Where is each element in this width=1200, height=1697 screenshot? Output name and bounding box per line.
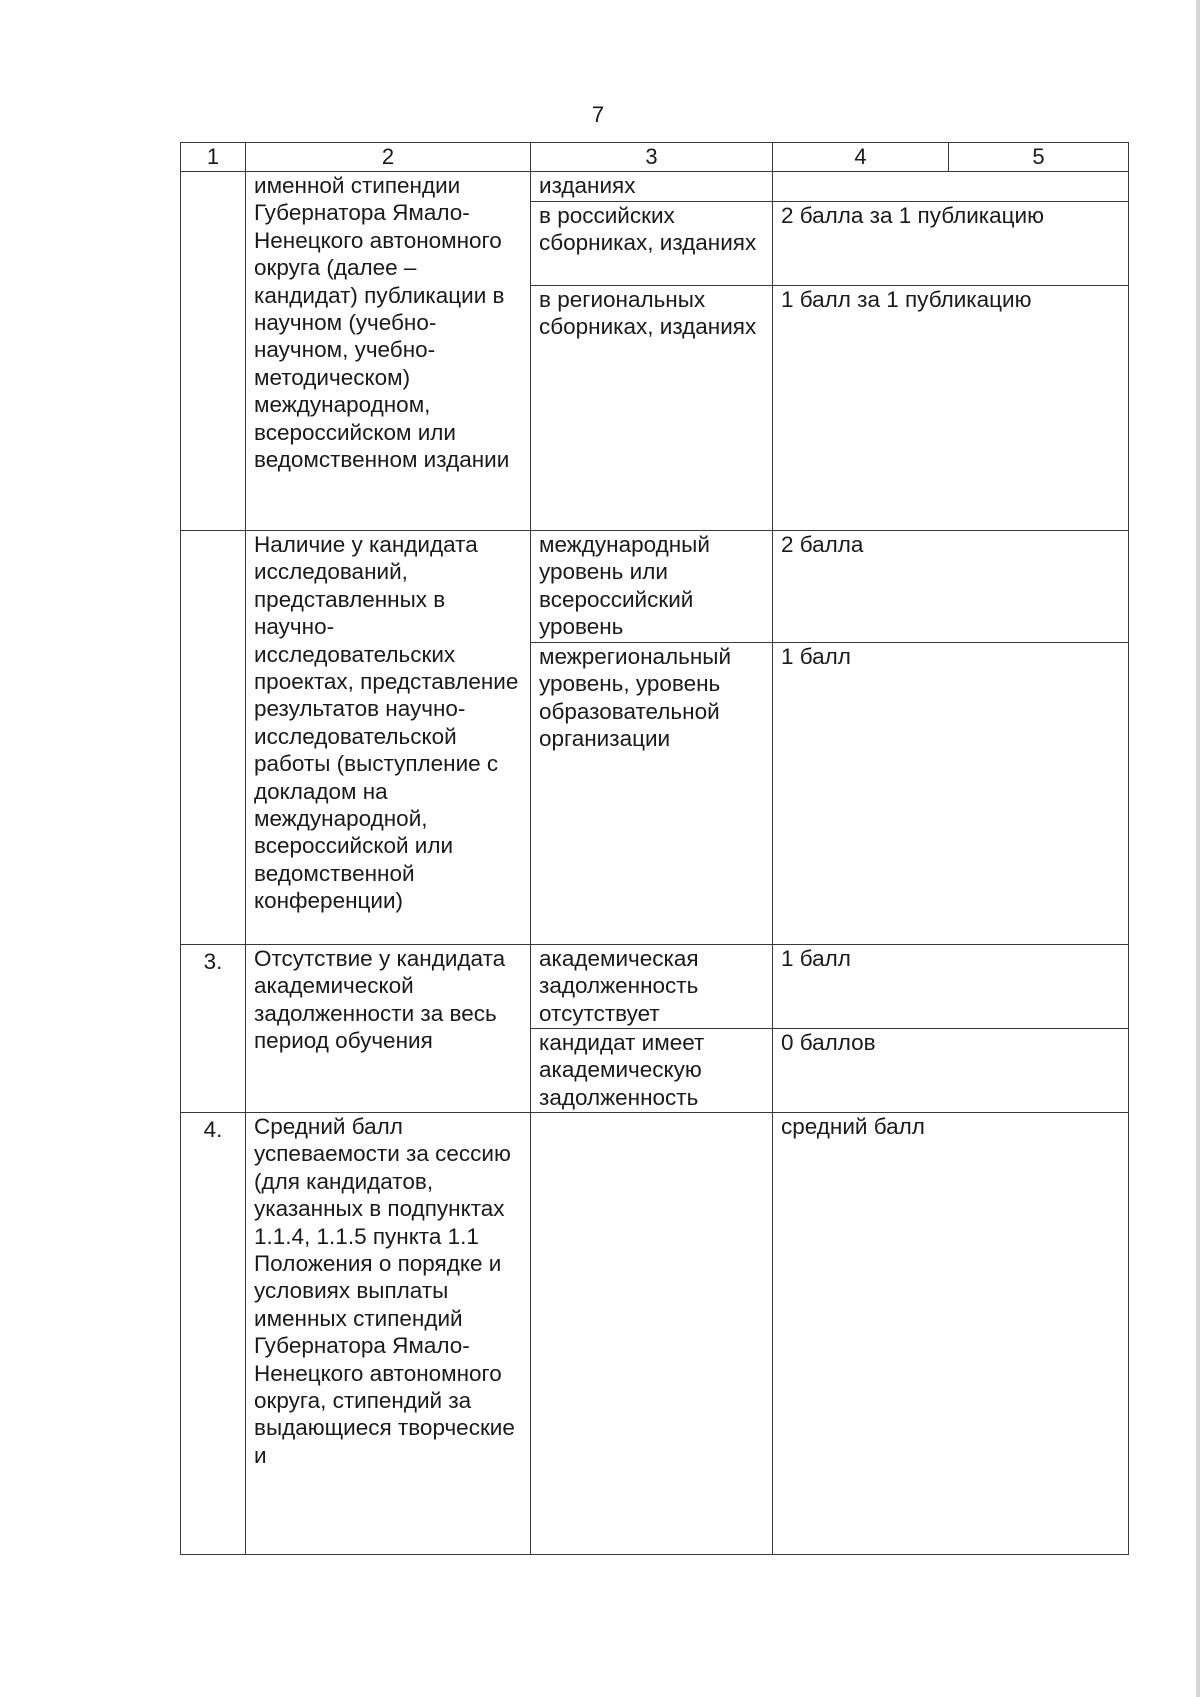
level-cell: изданиях [531, 172, 773, 202]
table-row [181, 945, 1129, 1029]
criterion-cell: Отсутствие у кандидата академической задолженности за весь период обучения [246, 945, 531, 1113]
table-row [181, 1113, 1129, 1555]
level-cell: межрегиональный уровень, уровень образовательной организации [531, 643, 773, 945]
header-cell-2: 2 [246, 143, 531, 172]
level-cell [531, 1113, 773, 1555]
score-cell: 1 балл [773, 945, 1129, 1029]
score-cell: 2 балла за 1 публикацию [773, 202, 1129, 286]
table-header-row [181, 143, 1129, 172]
criterion-cell: именной стипендии Губернатора Ямало-Ненецкого автономного округа (далее – кандидат) публикации в научном (учебно-научном, учебно-методическом) международном, всероссийском или ведомственном издании [246, 172, 531, 531]
row-number-cell [181, 172, 246, 531]
score-cell: 0 баллов [773, 1029, 1129, 1113]
page-edge [1196, 0, 1200, 1697]
header-cell-5: 5 [949, 143, 1129, 172]
level-cell: в российских сборниках, изданиях [531, 202, 773, 286]
criterion-cell: Средний балл успеваемости за сессию (для кандидатов, указанных в подпунктах 1.1.4, 1.1.5 пункта 1.1 Положения о порядке и условиях выплаты именных стипендий Губернатора Ямало-Ненецкого автономного округа, стипендий за выдающиеся творческие и [246, 1113, 531, 1555]
criterion-cell: Наличие у кандидата исследований, представленных в научно-исследовательских проектах, представление результатов научно-исследовательской работы (выступление с докладом на международной, всероссийской или ведомственной конференции) [246, 531, 531, 945]
score-cell [773, 172, 1129, 202]
criteria-table [180, 142, 1129, 1555]
row-number-cell [181, 531, 246, 945]
score-cell: средний балл [773, 1113, 1129, 1555]
table-row [181, 531, 1129, 643]
score-cell: 2 балла [773, 531, 1129, 643]
score-cell: 1 балл за 1 публикацию [773, 286, 1129, 531]
header-cell-4: 4 [773, 143, 949, 172]
row-number-cell [181, 945, 246, 1113]
row-number-cell [181, 1113, 246, 1555]
row-number: 4. [203, 1117, 223, 1142]
page-number: 7 [591, 102, 605, 127]
header-cell-3: 3 [531, 143, 773, 172]
level-cell: международный уровень или всероссийский уровень [531, 531, 773, 643]
level-cell: академическая задолженность отсутствует [531, 945, 773, 1029]
header-cell-1: 1 [181, 143, 246, 172]
level-cell: в региональных сборниках, изданиях [531, 286, 773, 531]
level-cell: кандидат имеет академическую задолженность [531, 1029, 773, 1113]
score-cell: 1 балл [773, 643, 1129, 945]
row-number: 3. [203, 949, 223, 974]
table-row [181, 172, 1129, 202]
